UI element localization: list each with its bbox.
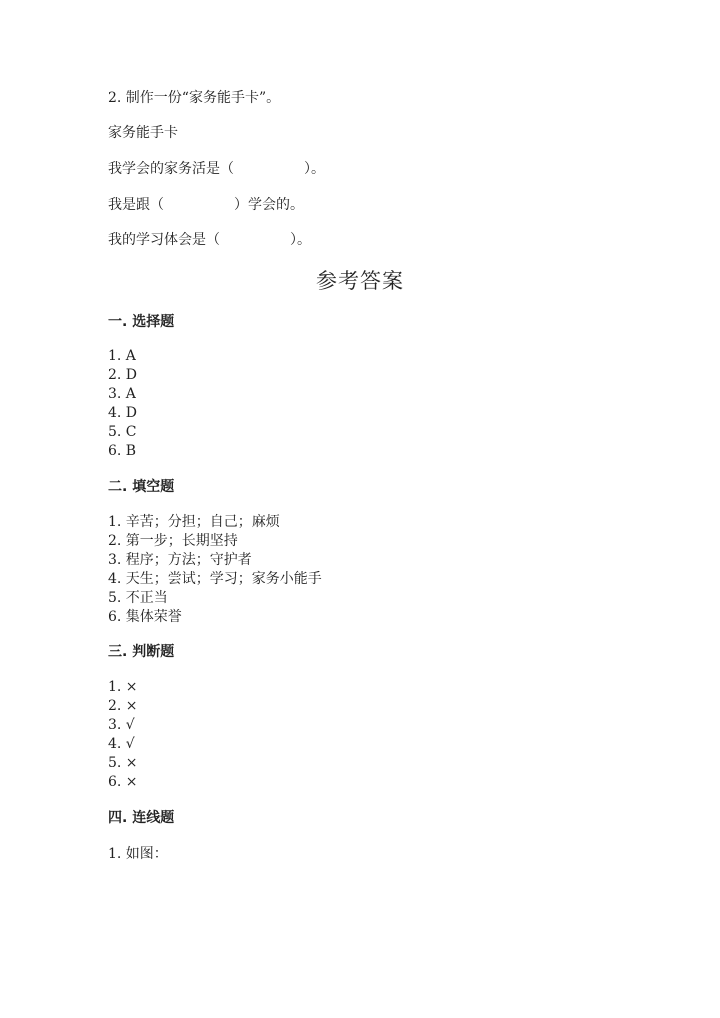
list-item: 5. ×	[108, 755, 138, 771]
section-heading-match: 四. 连线题	[108, 810, 175, 826]
answer-list-choice	[108, 347, 137, 461]
question-prompt: 2. 制作一份“家务能手卡”。	[108, 90, 281, 106]
answer-list-fill	[108, 513, 322, 627]
list-item: 5. C	[108, 424, 137, 440]
section-heading-judge: 三. 判断题	[108, 644, 175, 660]
list-item: 2. ×	[108, 698, 138, 714]
list-item: 6. ×	[108, 774, 138, 790]
answer-list-judge	[108, 678, 138, 792]
list-item: 2. D	[108, 367, 138, 383]
list-item: 4. 天生；尝试；学习；家务小能手	[108, 571, 322, 587]
list-item: 1. A	[108, 348, 136, 364]
list-item: 4. D	[108, 405, 138, 421]
list-item: 1. 辛苦；分担；自己；麻烦	[108, 514, 280, 530]
list-item: 1. ×	[108, 679, 138, 695]
answer-list-match	[108, 845, 168, 864]
list-item: 3. 程序；方法；守护者	[108, 552, 252, 568]
list-item: 3. A	[108, 386, 136, 402]
section-heading-choice: 一. 选择题	[108, 314, 175, 330]
list-item: 6. 集体荣誉	[108, 609, 182, 625]
card-title: 家务能手卡	[108, 125, 178, 141]
list-item: 2. 第一步；长期坚持	[108, 533, 238, 549]
section-heading-fill: 二. 填空题	[108, 479, 175, 495]
list-item: 4. √	[108, 736, 135, 752]
list-item: 3. √	[108, 717, 135, 733]
card-line-teacher: 我是跟（ ）学会的。	[108, 197, 304, 213]
list-item: 5. 不正当	[108, 590, 168, 606]
list-item: 6. B	[108, 443, 137, 459]
card-line-chores: 我学会的家务活是（ ）。	[108, 161, 325, 177]
card-line-experience: 我的学习体会是（ ）。	[108, 232, 311, 248]
answer-title: 参考答案	[316, 269, 404, 293]
list-item: 1. 如图：	[108, 846, 168, 862]
